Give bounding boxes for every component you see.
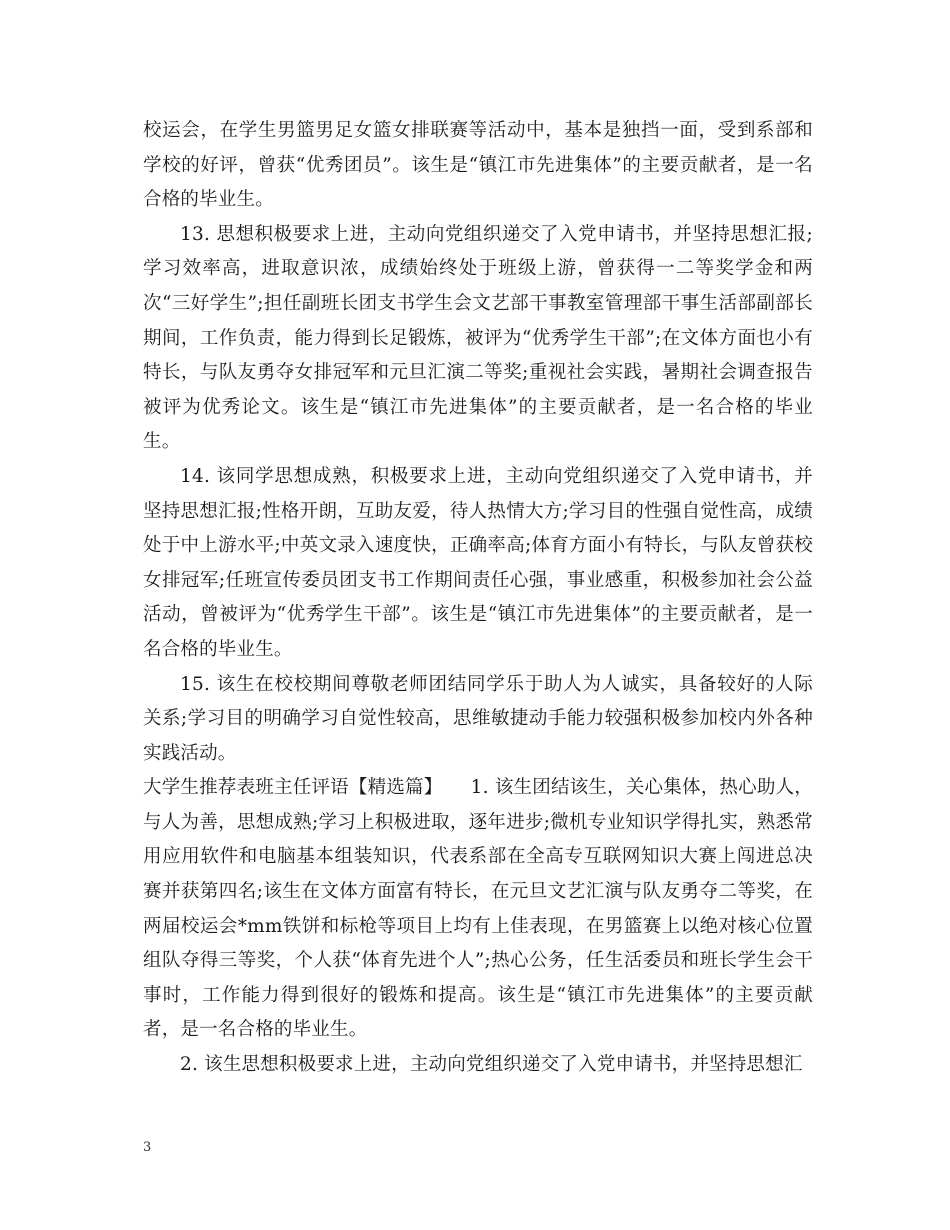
document-body	[143, 114, 813, 1083]
page-number: 3	[143, 1140, 152, 1155]
paragraph-item-2: 2. 该生思想积极要求上进，主动向党组织递交了入党申请书，并坚持思想汇	[180, 1054, 803, 1076]
paragraph-continuation: 校运会，在学生男篮男足女篮女排联赛等活动中，基本是独挡一面，受到系部和学校的好评，曾获“优秀团员”。该生是“镇江市先进集体”的主要贡献者，是一名合格的毕业生。	[143, 120, 813, 211]
paragraph-item-13: 13. 思想积极要求上进，主动向党组织递交了入党申请书，并坚持思想汇报;学习效率高，进取意识浓，成绩始终处于班级上游，曾获得一二等奖学金和两次“三好学生”;担任副班长团支书学生会文艺部干事教室管理部干事生活部副部长期间，工作负责，能力得到长足锻炼，被评为“优秀学生干部”;在文体方面也小有特长，与队友勇夺女排冠军和元旦汇演二等奖;重视社会实践，暑期社会调查报告被评为优秀论文。该生是“镇江市先进集体”的主要贡献者，是一名合格的毕业生。	[143, 223, 813, 453]
paragraph-section-heading-item-1: 大学生推荐表班主任评语【精选篇】 1. 该生团结该生，关心集体，热心助人，与人为善，思想成熟;学习上积极进取，逐年进步;微机专业知识学得扎实，熟悉常用应用软件和电脑基本组装知识，代表系部在全高专互联网知识大赛上闯进总决赛并获第四名;该生在文体方面富有特长，在元旦文艺汇演与队友勇夺二等奖，在两届校运会*mm铁饼和标枪等项目上均有上佳表现，在男篮赛上以绝对核心位置组队夺得三等奖，个人获“体育先进个人”;热心公务，任生活委员和班长学生会干事时，工作能力得到很好的锻炼和提高。该生是“镇江市先进集体”的主要贡献者，是一名合格的毕业生。	[143, 777, 813, 1041]
paragraph-item-14: 14. 该同学思想成熟，积极要求上进，主动向党组织递交了入党申请书，并坚持思想汇报;性格开朗，互助友爱，待人热情大方;学习目的性强自觉性高，成绩处于中上游水平;中英文录入速度快，正确率高;体育方面小有特长，与队友曾获校女排冠军;任班宣传委员团支书工作期间责任心强，事业感重，积极参加社会公益活动，曾被评为“优秀学生干部”。该生是“镇江市先进集体”的主要贡献者，是一名合格的毕业生。	[143, 465, 813, 660]
paragraph-item-15: 15. 该生在校校期间尊敬老师团结同学乐于助人为人诚实，具备较好的人际关系;学习目的明确学习自觉性较高，思维敏捷动手能力较强积极参加校内外各种实践活动。	[143, 673, 813, 764]
